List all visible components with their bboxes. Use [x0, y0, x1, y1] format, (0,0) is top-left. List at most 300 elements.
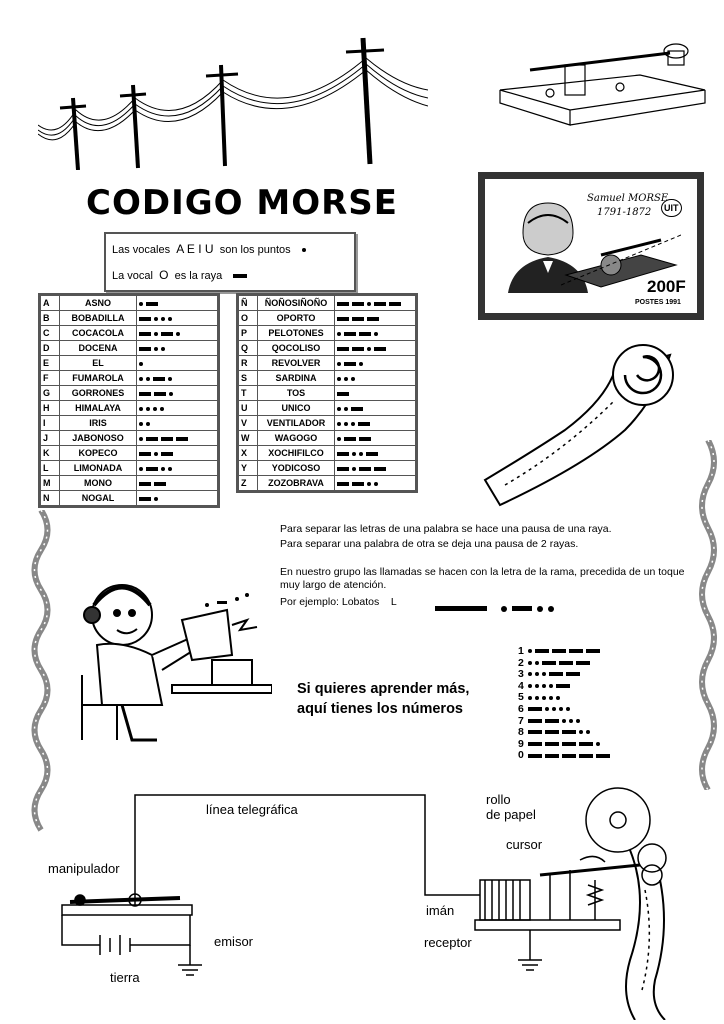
stamp-logo: UIT	[661, 199, 682, 217]
telegraph-poles-illustration	[38, 30, 428, 170]
morse-table-row	[40, 386, 219, 401]
morse-table-row	[238, 461, 417, 476]
morse-letter: C	[40, 326, 60, 341]
morse-dash	[586, 649, 600, 653]
morse-dash	[161, 332, 173, 336]
example-letter: L	[390, 596, 397, 608]
morse-table-row	[238, 416, 417, 431]
morse-letter: Q	[238, 341, 258, 356]
morse-code-cell	[137, 326, 219, 341]
morse-mnemonic-word: QOCOLISO	[258, 341, 335, 356]
morse-code-cell	[335, 476, 417, 492]
morse-dot	[542, 684, 546, 688]
morse-number-row	[518, 681, 613, 693]
morse-letter: L	[40, 461, 60, 476]
morse-dash	[352, 347, 364, 351]
vowels-box	[104, 232, 356, 292]
learn-line-1: Si quieres aprender más,	[297, 681, 470, 697]
morse-dash	[359, 437, 371, 441]
morse-dot	[168, 467, 172, 471]
morse-dot	[176, 332, 180, 336]
morse-dot	[154, 452, 158, 456]
morse-dot	[169, 392, 173, 396]
morse-dash	[545, 754, 559, 758]
morse-table-row	[40, 476, 219, 491]
stamp-name: Samuel MORSE	[587, 193, 669, 204]
morse-dot	[344, 407, 348, 411]
morse-dash	[359, 467, 371, 471]
morse-letter: S	[238, 371, 258, 386]
morse-number-row	[518, 704, 613, 716]
morse-dot	[146, 422, 150, 426]
paragraph-calls: En nuestro grupo las llamadas se hacen con la letra de la rama, precedida de un toque muy largo de atención.	[280, 566, 685, 591]
morse-dot	[552, 707, 556, 711]
morse-dot	[352, 467, 356, 471]
morse-table-row	[238, 341, 417, 356]
morse-dash	[146, 302, 158, 306]
morse-code-cell	[335, 401, 417, 416]
morse-dash	[146, 467, 158, 471]
morse-code-cell	[335, 371, 417, 386]
morse-letter: N	[40, 491, 60, 507]
morse-letter: W	[238, 431, 258, 446]
morse-dot	[344, 422, 348, 426]
morse-number-row	[518, 669, 613, 681]
morse-number-row	[518, 739, 613, 751]
dot-symbol	[302, 248, 306, 252]
morse-code-cell	[137, 356, 219, 371]
morse-dash	[139, 317, 151, 321]
example-morse-code	[435, 600, 557, 618]
morse-dot	[139, 437, 143, 441]
morse-table-a-n	[38, 293, 220, 508]
morse-dot	[367, 302, 371, 306]
morse-table-row	[238, 371, 417, 386]
morse-table-row	[238, 295, 417, 311]
morse-dot	[161, 347, 165, 351]
morse-dot	[586, 730, 590, 734]
morse-dot	[337, 362, 341, 366]
label-manipulator: manipulador	[48, 861, 120, 876]
morse-dash	[337, 392, 349, 396]
morse-code-cell	[335, 326, 417, 341]
label-paper-roll-1: rollo	[486, 792, 511, 807]
morse-dash	[139, 482, 151, 486]
morse-code-cell	[335, 416, 417, 431]
morse-dash	[542, 661, 556, 665]
morse-table-row	[40, 326, 219, 341]
morse-mnemonic-word: PELOTONES	[258, 326, 335, 341]
morse-letter: Y	[238, 461, 258, 476]
morse-dash	[562, 742, 576, 746]
morse-letter: B	[40, 311, 60, 326]
morse-dot	[374, 482, 378, 486]
morse-dash	[367, 317, 379, 321]
morse-dash	[566, 672, 580, 676]
morse-mnemonic-word: HIMALAYA	[60, 401, 137, 416]
morse-dash	[161, 452, 173, 456]
morse-mnemonic-word: KOPECO	[60, 446, 137, 461]
vowels-prefix: Las vocales	[112, 244, 171, 256]
morse-dash	[358, 422, 370, 426]
morse-letter: R	[238, 356, 258, 371]
morse-table-row	[238, 476, 417, 492]
paragraph-words: Para separar una palabra de otra se deja una pausa de 2 rayas.	[280, 538, 579, 550]
morse-dash	[161, 437, 173, 441]
morse-dot	[374, 332, 378, 336]
morse-letter: I	[40, 416, 60, 431]
morse-dash	[351, 407, 363, 411]
samuel-morse-stamp	[478, 172, 704, 320]
morse-dot	[562, 719, 566, 723]
number-digit: 8	[518, 726, 524, 739]
morse-dash	[528, 742, 542, 746]
example-prefix: Por ejemplo: Lobatos	[280, 596, 380, 608]
morse-code-cell	[137, 371, 219, 386]
morse-dot	[154, 347, 158, 351]
label-magnet: imán	[426, 903, 455, 918]
morse-table-row	[40, 461, 219, 476]
morse-numbers-list	[518, 646, 613, 762]
morse-code-cell	[335, 386, 417, 401]
morse-table-row	[40, 416, 219, 431]
morse-dash	[579, 742, 593, 746]
page-title: CODIGO MORSE	[86, 183, 399, 223]
morse-mnemonic-word: FUMAROLA	[60, 371, 137, 386]
morse-dot	[528, 696, 532, 700]
stamp-value: 200F	[647, 277, 686, 296]
morse-dot	[139, 362, 143, 366]
morse-dot	[139, 377, 143, 381]
morse-dash	[559, 661, 573, 665]
morse-dot	[337, 422, 341, 426]
morse-dash	[359, 332, 371, 336]
stamp-caption: POSTES 1991	[635, 299, 681, 306]
morse-dash	[374, 302, 386, 306]
morse-letter: U	[238, 401, 258, 416]
morse-letter: X	[238, 446, 258, 461]
number-digit: 9	[518, 737, 524, 750]
morse-table-row	[238, 401, 417, 416]
morse-dash	[545, 742, 559, 746]
morse-table-row	[40, 341, 219, 356]
morse-dash	[337, 302, 349, 306]
morse-dot	[556, 696, 560, 700]
morse-dot	[351, 377, 355, 381]
morse-dash	[146, 437, 158, 441]
morse-letter: G	[40, 386, 60, 401]
morse-dash	[352, 302, 364, 306]
label-telegraph-line: línea telegráfica	[206, 802, 298, 817]
morse-dash	[579, 754, 593, 758]
morse-table-row	[40, 431, 219, 446]
morse-letter: T	[238, 386, 258, 401]
morse-dot	[161, 317, 165, 321]
morse-table-row	[40, 311, 219, 326]
morse-number-row	[518, 750, 613, 762]
morse-dot	[337, 437, 341, 441]
morse-dash	[569, 649, 583, 653]
morse-code-cell	[137, 461, 219, 476]
morse-dash	[139, 332, 151, 336]
morse-dash	[344, 332, 356, 336]
morse-table-row	[40, 356, 219, 371]
morse-code-cell	[335, 446, 417, 461]
morse-dash	[562, 730, 576, 734]
label-ground: tierra	[110, 970, 140, 985]
morse-letter: E	[40, 356, 60, 371]
number-digit: 5	[518, 691, 524, 704]
morse-dash	[176, 437, 188, 441]
morse-dash	[352, 317, 364, 321]
morse-letter: P	[238, 326, 258, 341]
morse-dot	[344, 377, 348, 381]
morse-mnemonic-word: NOGAL	[60, 491, 137, 507]
morse-dot	[542, 672, 546, 676]
number-digit: 0	[518, 749, 524, 762]
morse-table-row	[40, 371, 219, 386]
morse-mnemonic-word: YODICOSO	[258, 461, 335, 476]
morse-dash	[337, 482, 349, 486]
morse-code-cell	[137, 476, 219, 491]
morse-dot	[168, 377, 172, 381]
morse-dot	[139, 467, 143, 471]
morse-letter: J	[40, 431, 60, 446]
morse-dash	[374, 467, 386, 471]
morse-code-cell	[137, 401, 219, 416]
morse-mnemonic-word: DOCENA	[60, 341, 137, 356]
morse-dash	[139, 452, 151, 456]
morse-dash	[549, 672, 563, 676]
morse-table-nn-z	[236, 293, 418, 493]
morse-table-row	[40, 446, 219, 461]
morse-mnemonic-word: SARDINA	[258, 371, 335, 386]
morse-dash	[545, 730, 559, 734]
morse-dash	[344, 362, 356, 366]
morse-dash	[154, 392, 166, 396]
morse-dot	[528, 672, 532, 676]
morse-dot	[168, 317, 172, 321]
morse-mnemonic-word: EL	[60, 356, 137, 371]
vowel-o-prefix: La vocal	[112, 270, 153, 282]
morse-dot	[559, 707, 563, 711]
morse-dash	[552, 649, 566, 653]
morse-dot	[154, 317, 158, 321]
morse-letter: V	[238, 416, 258, 431]
morse-dash	[139, 392, 151, 396]
morse-dot	[154, 497, 158, 501]
morse-dash	[337, 467, 349, 471]
morse-dash	[528, 719, 542, 723]
morse-dot	[535, 696, 539, 700]
morse-dash	[337, 452, 349, 456]
telegraph-key-illustration	[490, 35, 710, 135]
morse-table-row	[238, 326, 417, 341]
label-cursor: cursor	[506, 837, 543, 852]
label-receiver: receptor	[424, 935, 472, 950]
morse-dot	[367, 347, 371, 351]
morse-dash	[576, 661, 590, 665]
morse-table-row	[40, 295, 219, 311]
morse-dot	[337, 377, 341, 381]
vowel-o-suffix: es la raya	[174, 270, 223, 282]
morse-code-cell	[137, 341, 219, 356]
number-digit: 6	[518, 702, 524, 715]
morse-table-row	[238, 446, 417, 461]
morse-mnemonic-word: ZOZOBRAVA	[258, 476, 335, 492]
morse-dot	[359, 362, 363, 366]
morse-dot	[337, 407, 341, 411]
morse-dot	[146, 407, 150, 411]
morse-dot	[351, 422, 355, 426]
morse-dot	[160, 407, 164, 411]
morse-dot	[535, 661, 539, 665]
morse-mnemonic-word: GORRONES	[60, 386, 137, 401]
morse-dot	[549, 684, 553, 688]
morse-dot	[549, 696, 553, 700]
morse-dash	[374, 347, 386, 351]
morse-dash	[154, 482, 166, 486]
morse-code-cell	[137, 491, 219, 507]
morse-code-cell	[335, 311, 417, 326]
morse-dot	[146, 377, 150, 381]
morse-code-cell	[137, 386, 219, 401]
stamp-years: 1791-1872	[597, 207, 652, 218]
learn-numbers-heading	[297, 679, 469, 719]
morse-dot	[153, 407, 157, 411]
morse-mnemonic-word: MONO	[60, 476, 137, 491]
morse-mnemonic-word: LIMONADA	[60, 461, 137, 476]
morse-mnemonic-word: UNICO	[258, 401, 335, 416]
morse-dot	[535, 684, 539, 688]
morse-letter: M	[40, 476, 60, 491]
number-digit: 7	[518, 714, 524, 727]
morse-dash	[153, 377, 165, 381]
morse-dot	[139, 407, 143, 411]
morse-code-cell	[137, 311, 219, 326]
morse-code-cell	[137, 295, 219, 311]
morse-mnemonic-word: ÑOÑOSIÑOÑO	[258, 295, 335, 311]
morse-mnemonic-word: JABONOSO	[60, 431, 137, 446]
morse-code-cell	[335, 356, 417, 371]
morse-dash	[139, 497, 151, 501]
label-emitter: emisor	[214, 934, 254, 949]
morse-mnemonic-word: TOS	[258, 386, 335, 401]
morse-dash	[545, 719, 559, 723]
morse-table-row	[238, 311, 417, 326]
morse-mnemonic-word: IRIS	[60, 416, 137, 431]
morse-dash	[337, 317, 349, 321]
morse-dash	[389, 302, 401, 306]
morse-letter: K	[40, 446, 60, 461]
morse-letter: Ñ	[238, 295, 258, 311]
wavy-border-right	[696, 440, 720, 790]
label-paper-roll-2: de papel	[486, 807, 536, 822]
morse-code-cell	[335, 431, 417, 446]
morse-dot	[352, 452, 356, 456]
morse-dash	[556, 684, 570, 688]
morse-dot	[596, 742, 600, 746]
morse-dot	[569, 719, 573, 723]
paragraph-letters: Para separar las letras de una palabra se hace una pausa de una raya.	[280, 523, 612, 535]
morse-dot	[528, 649, 532, 653]
morse-code-cell	[137, 431, 219, 446]
morse-dot	[542, 696, 546, 700]
morse-dash	[562, 754, 576, 758]
morse-mnemonic-word: VENTILADOR	[258, 416, 335, 431]
morse-letter: Z	[238, 476, 258, 492]
morse-mnemonic-word: COCACOLA	[60, 326, 137, 341]
morse-dot	[579, 730, 583, 734]
morse-number-row	[518, 658, 613, 670]
morse-dot	[576, 719, 580, 723]
morse-dash	[139, 347, 151, 351]
morse-letter: O	[238, 311, 258, 326]
number-digit: 1	[518, 645, 524, 657]
morse-dot	[139, 422, 143, 426]
morse-dot	[528, 661, 532, 665]
morse-dot	[161, 467, 165, 471]
morse-dash	[366, 452, 378, 456]
morse-dash	[535, 649, 549, 653]
morse-mnemonic-word: WAGOGO	[258, 431, 335, 446]
vowels-line-dots	[112, 242, 306, 256]
morse-number-row	[518, 692, 613, 704]
morse-dot	[545, 707, 549, 711]
vowel-o-letter: O	[159, 268, 169, 282]
morse-dash	[344, 437, 356, 441]
morse-mnemonic-word: REVOLVER	[258, 356, 335, 371]
morse-dot	[154, 332, 158, 336]
morse-number-row	[518, 646, 613, 658]
morse-letter: A	[40, 295, 60, 311]
morse-mnemonic-word: BOBADILLA	[60, 311, 137, 326]
morse-table-row	[238, 386, 417, 401]
morse-code-cell	[335, 341, 417, 356]
morse-dot	[359, 452, 363, 456]
morse-letter: H	[40, 401, 60, 416]
morse-table-row	[238, 356, 417, 371]
morse-dot	[337, 332, 341, 336]
morse-dash	[352, 482, 364, 486]
number-digit: 2	[518, 656, 524, 669]
number-digit: 4	[518, 679, 524, 692]
morse-code-cell	[137, 446, 219, 461]
boy-telegraphist-illustration	[62, 565, 272, 745]
morse-dot	[535, 672, 539, 676]
morse-mnemonic-word: ASNO	[60, 295, 137, 311]
morse-dot	[528, 684, 532, 688]
morse-dot	[566, 707, 570, 711]
morse-dash	[528, 730, 542, 734]
morse-mnemonic-word: XOCHIFILCO	[258, 446, 335, 461]
morse-code-cell	[137, 416, 219, 431]
morse-number-row	[518, 727, 613, 739]
morse-mnemonic-word: OPORTO	[258, 311, 335, 326]
vowels-line-dash	[112, 268, 247, 282]
morse-table-row	[238, 431, 417, 446]
morse-number-row	[518, 716, 613, 728]
morse-letter: F	[40, 371, 60, 386]
morse-dash	[528, 754, 542, 758]
morse-dash	[528, 707, 542, 711]
vowels-letters: A E I U	[176, 242, 214, 256]
morse-code-cell	[335, 461, 417, 476]
morse-dot	[139, 302, 143, 306]
morse-dash	[596, 754, 610, 758]
vowels-suffix: son los puntos	[219, 244, 291, 256]
number-digit: 3	[518, 668, 524, 681]
